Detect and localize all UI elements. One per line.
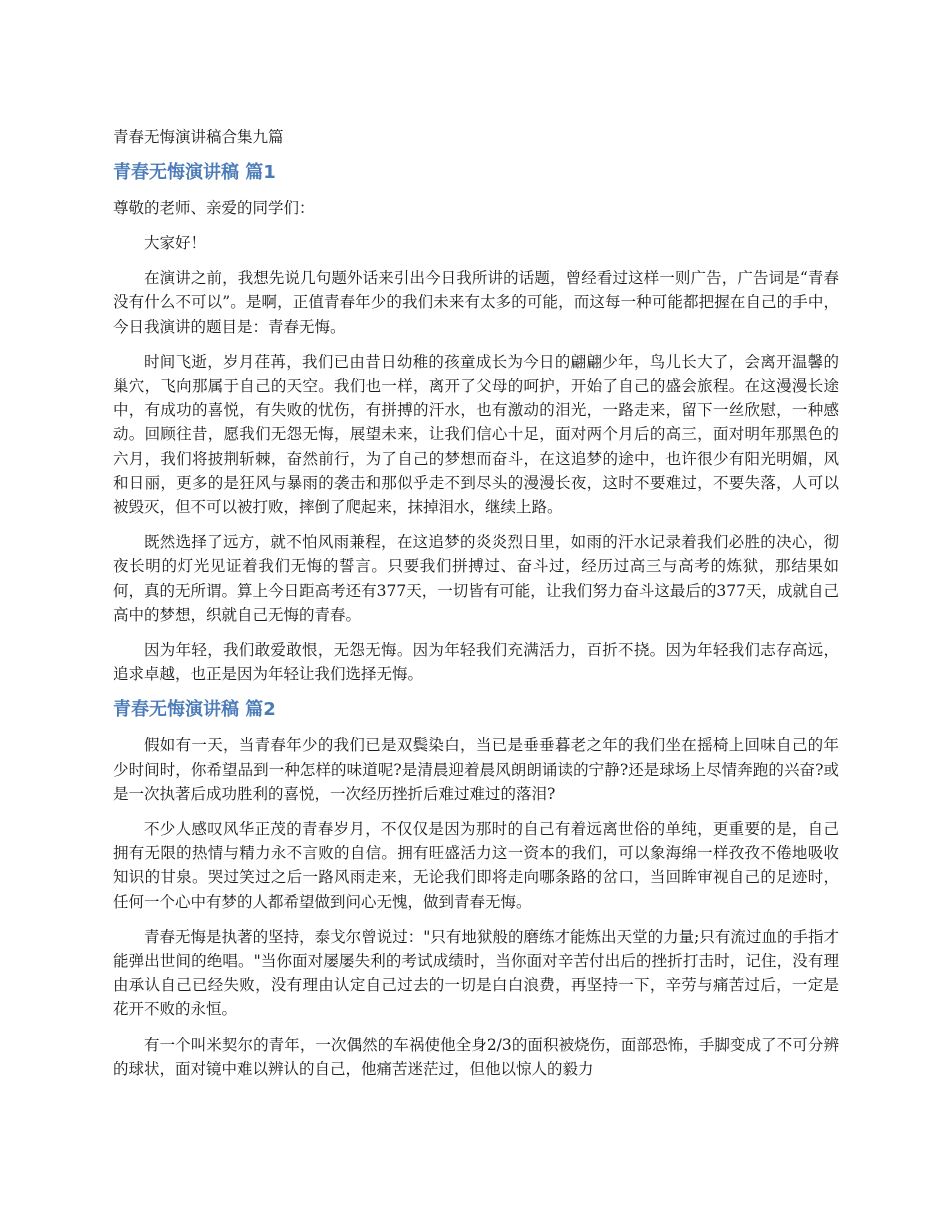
section-heading-2: 青春无悔演讲稿 篇2 — [113, 699, 276, 721]
paragraph: 时间飞逝，岁月荏苒，我们已由昔日幼稚的孩童成长为今日的翩翩少年，鸟儿长大了，会离开温馨的巢穴，飞向那属于自己的天空。我们也一样，离开了父母的呵护，开始了自己的盛会旅程。在这漫漫长途中，有成功的喜悦，有失败的忧伤，有拼搏的汗水，也有激动的泪光，一路走来，留下一丝欣慰，一种感动。回顾往昔，愿我们无怨无悔，展望未来，让我们信心十足，面对两个月后的高三，面对明年那黑色的六月，我们将披荆斩棘，奋然前行，为了自己的梦想而奋斗，在这追梦的途中，也许很少有阳光明媚，风和日丽，更多的是狂风与暴雨的袭击和那似乎走不到尽头的漫漫长夜，这时不要难过，不要失落，人可以被毁灭，但不可以被打败，摔倒了爬起来，抹掉泪水，继续上路。 — [113, 352, 839, 517]
document-page — [113, 126, 839, 1092]
paragraph: 青春无悔是执著的坚持，泰戈尔曾说过："只有地狱般的磨练才能炼出天堂的力量;只有流过血的手指才能弹出世间的绝唱。"当你面对屡屡失利的考试成绩时，当你面对辛苦付出后的挫折打击时，记住，没有理由承认自己已经失败，没有理由认定自己过去的一切是白白浪费，再坚持一下，辛劳与痛苦过后，一定是花开不败的永恒。 — [113, 927, 839, 1019]
section-heading-1: 青春无悔演讲稿 篇1 — [113, 162, 276, 183]
paragraph: 既然选择了远方，就不怕风雨兼程，在这追梦的炎炎烈日里，如雨的汗水记录着我们必胜的决心，彻夜长明的灯光见证着我们无悔的誓言。只要我们拼搏过、奋斗过，经历过高三与高考的炼狱，那结果如何，真的无所谓。算上今日距高考还有377天，一切皆有可能，让我们努力奋斗这最后的377天，成就自己高中的梦想，织就自己无悔的青春。 — [113, 533, 839, 624]
paragraph: 大家好！ — [144, 234, 207, 252]
paragraph: 不少人感叹风华正茂的青春岁月，不仅仅是因为那时的自己有着远离世俗的单纯，更重要的是，自己拥有无限的热情与精力永不言败的自信。拥有旺盛活力这一资本的我们，可以象海绵一样孜孜不倦地吸收知识的甘泉。哭过笑过之后一路风雨走来，无论我们即将走向哪条路的岔口，当回眸审视自己的足迹时，任何一个心中有梦的人都希望做到问心无愧，做到青春无悔。 — [113, 820, 839, 911]
paragraph: 有一个叫米契尔的青年，一次偶然的车祸使他全身2/3的面积被烧伤，面部恐怖，手脚变成了不可分辨的球状，面对镜中难以辨认的自己，他痛苦迷茫过，但他以惊人的毅力 — [113, 1035, 839, 1078]
paragraph: 在演讲之前，我想先说几句题外话来引出今日我所讲的话题，曾经看过这样一则广告，广告词是“青春没有什么不可以”。是啊，正值青春年少的我们未来有太多的可能，而这每一种可能都把握在自己的手中，今日我演讲的题目是：青春无悔。 — [113, 269, 839, 336]
paragraph: 因为年轻，我们敢爱敢恨，无怨无悔。因为年轻我们充满活力，百折不挠。因为年轻我们志存高远，追求卓越，也正是因为年轻让我们选择无悔。 — [113, 641, 839, 684]
document-title: 青春无悔演讲稿合集九篇 — [113, 128, 284, 146]
paragraph: 假如有一天，当青春年少的我们已是双鬓染白，当已是垂垂暮老之年的我们坐在摇椅上回味自己的年少时间时，你希望品到一种怎样的味道呢?是清晨迎着晨风朗朗诵读的宁静?还是球场上尽情奔跑的兴奋?或是一次执著后成功胜利的喜悦，一次经历挫折后难过难过的落泪? — [113, 736, 839, 803]
salutation: 尊敬的老师、亲爱的同学们： — [113, 199, 315, 217]
